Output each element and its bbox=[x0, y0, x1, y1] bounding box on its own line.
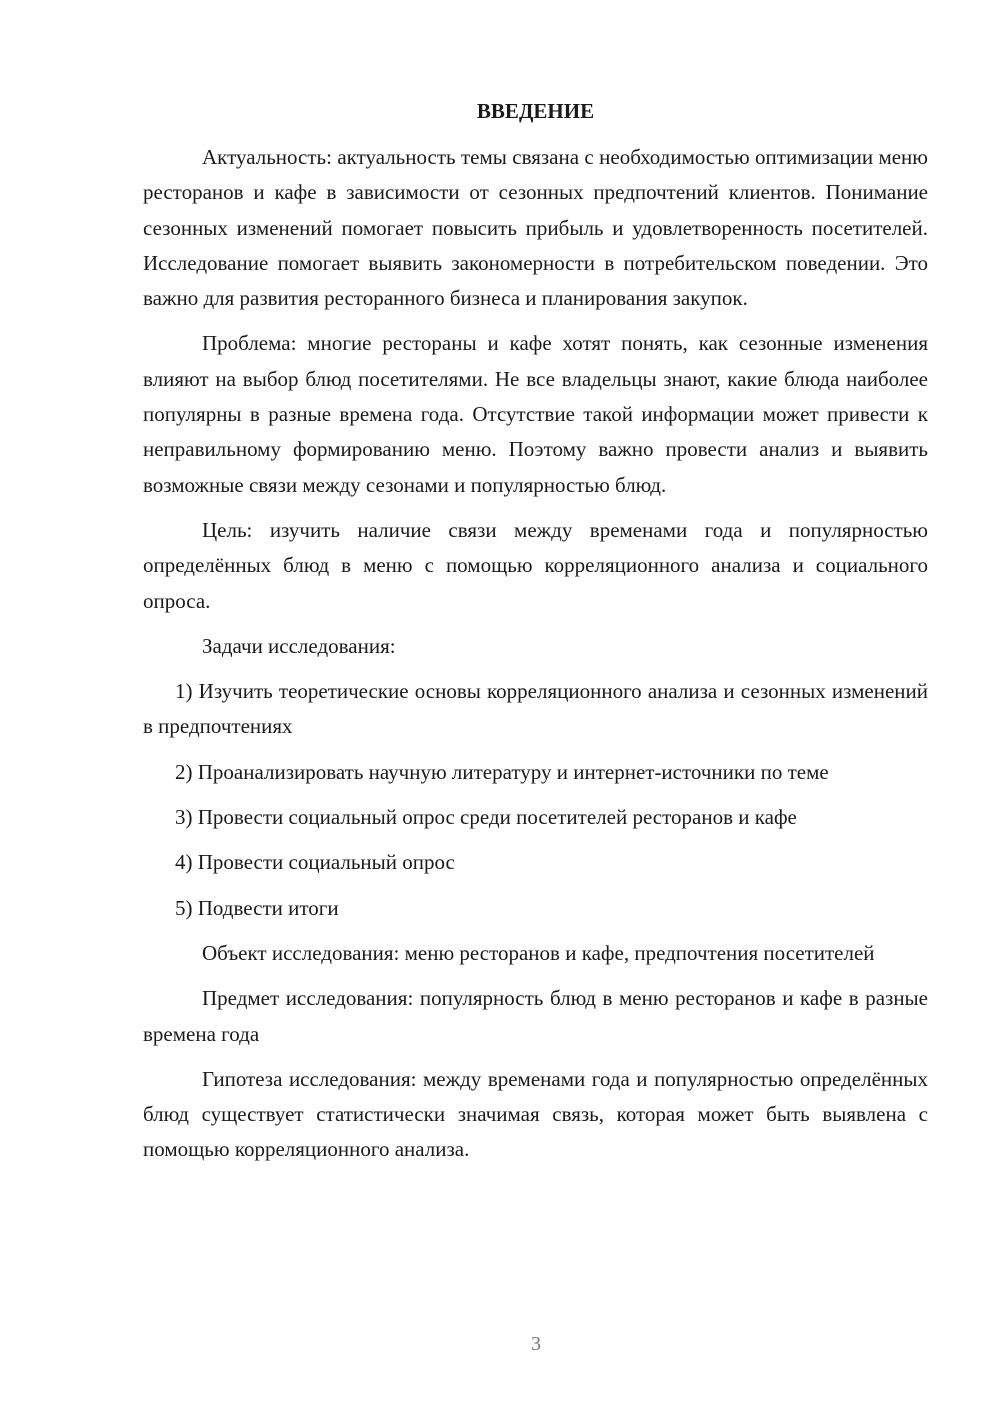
object-paragraph: Объект исследования: меню ресторанов и кафе, предпочтения посетителей bbox=[202, 940, 875, 965]
list-item: 4) Провести социальный опрос bbox=[175, 850, 455, 875]
section-title: ВВЕДЕНИЕ bbox=[476, 99, 595, 123]
page-number: 3 bbox=[531, 1333, 541, 1355]
list-item: 5) Подвести итоги bbox=[175, 895, 339, 920]
list-item: 1) Изучить теоретические основы корреляционного анализа и сезонных изменений в предпочтениях bbox=[143, 679, 928, 739]
hypothesis-paragraph: Гипотеза исследования: между временами года и популярностью определённых блюд существует статистически значимая связь, которая может быть выявлена с помощью корреляционного анализа. bbox=[143, 1066, 928, 1162]
problem-paragraph: Проблема: многие рестораны и кафе хотят понять, как сезонные изменения влияют на выбор блюд посетителями. Не все владельцы знают, какие блюда наиболее популярны в разные времена года. Отсутствие такой информации может привести к неправильному формированию меню. Поэтому важно провести анализ и выявить возможные связи между сезонами и популярностью блюд. bbox=[143, 331, 928, 497]
tasks-list bbox=[143, 674, 928, 926]
list-item: 2) Проанализировать научную литературу и интернет-источники по теме bbox=[175, 759, 829, 784]
relevance-paragraph: Актуальность: актуальность темы связана с необходимостью оптимизации меню ресторанов и кафе в зависимости от сезонных предпочтений клиентов. Понимание сезонных изменений помогает повысить прибыль и удовлетворенность посетителей. Исследование помогает выявить закономерности в потребительском поведении. Это важно для развития ресторанного бизнеса и планирования закупок. bbox=[143, 145, 928, 311]
tasks-heading: Задачи исследования: bbox=[202, 633, 396, 658]
list-item: 3) Провести социальный опрос среди посетителей ресторанов и кафе bbox=[175, 805, 797, 830]
goal-paragraph: Цель: изучить наличие связи между временами года и популярностью определённых блюд в меню с помощью корреляционного анализа и социального опроса. bbox=[143, 517, 928, 613]
subject-paragraph: Предмет исследования: популярность блюд в меню ресторанов и кафе в разные времена года bbox=[143, 986, 928, 1046]
page-content bbox=[143, 96, 928, 1178]
